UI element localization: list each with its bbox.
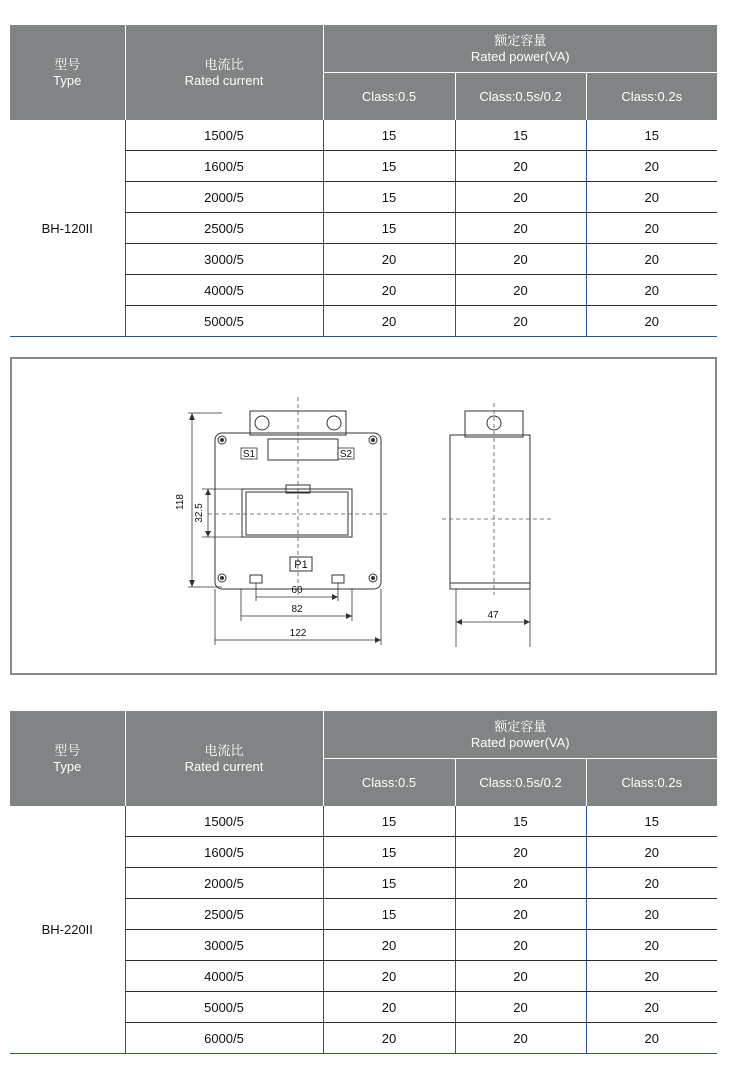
spec-table-bh-120ii bbox=[10, 25, 717, 337]
value-cell: 20 bbox=[586, 961, 717, 992]
header-ratio bbox=[125, 711, 323, 806]
header-power-en: Rated power(VA) bbox=[470, 734, 570, 750]
value-cell: 20 bbox=[323, 1023, 455, 1054]
dim-depth-label: 47 bbox=[487, 610, 499, 621]
header-power bbox=[323, 711, 717, 759]
value-cell: 20 bbox=[455, 213, 586, 244]
header-power-en: Rated power(VA) bbox=[470, 48, 570, 64]
ratio-cell: 2500/5 bbox=[125, 213, 323, 244]
ratio-cell: 2000/5 bbox=[125, 868, 323, 899]
dim-82-label: 82 bbox=[291, 604, 303, 615]
header-type-en: Type bbox=[53, 72, 82, 88]
value-cell: 20 bbox=[586, 837, 717, 868]
ratio-cell: 2500/5 bbox=[125, 899, 323, 930]
value-cell: 15 bbox=[323, 837, 455, 868]
ratio-cell: 5000/5 bbox=[125, 306, 323, 337]
header-ratio-cn: 电流比 bbox=[204, 742, 244, 758]
value-cell: 20 bbox=[586, 899, 717, 930]
value-cell: 20 bbox=[323, 275, 455, 306]
header-power-cn: 额定容量 bbox=[494, 718, 547, 734]
side-centerlines bbox=[442, 403, 552, 595]
value-cell: 15 bbox=[455, 120, 586, 151]
value-cell: 20 bbox=[455, 275, 586, 306]
dim-width-label: 122 bbox=[289, 628, 307, 639]
value-cell: 20 bbox=[586, 275, 717, 306]
header-type-cn: 型号 bbox=[54, 742, 81, 758]
ratio-cell: 3000/5 bbox=[125, 244, 323, 275]
model-cell: BH-120II bbox=[10, 120, 125, 337]
header-ratio-en: Rated current bbox=[184, 758, 264, 774]
value-cell: 20 bbox=[586, 151, 717, 182]
ratio-cell: 1500/5 bbox=[125, 806, 323, 837]
spec-table-bh-220ii bbox=[10, 711, 717, 1054]
value-cell: 20 bbox=[455, 244, 586, 275]
value-cell: 15 bbox=[323, 213, 455, 244]
value-cell: 20 bbox=[455, 868, 586, 899]
value-cell: 20 bbox=[455, 182, 586, 213]
value-cell: 15 bbox=[323, 806, 455, 837]
terminal-p1-label: P1 bbox=[294, 559, 308, 571]
header-class-b: Class:0.5s/0.2 bbox=[455, 759, 586, 807]
dimension-drawing-svg bbox=[12, 359, 715, 673]
value-cell: 15 bbox=[323, 899, 455, 930]
value-cell: 20 bbox=[323, 992, 455, 1023]
header-class-a: Class:0.5 bbox=[323, 73, 455, 121]
side-body bbox=[450, 435, 530, 589]
header-ratio-en: Rated current bbox=[184, 72, 264, 88]
value-cell: 20 bbox=[455, 930, 586, 961]
side-view bbox=[450, 411, 530, 589]
value-cell: 20 bbox=[586, 213, 717, 244]
ratio-cell: 6000/5 bbox=[125, 1023, 323, 1054]
value-cell: 15 bbox=[586, 120, 717, 151]
dim-height-label: 118 bbox=[175, 494, 186, 510]
header-type bbox=[10, 711, 125, 806]
header-class-c: Class:0.2s bbox=[586, 759, 717, 807]
header-class-b: Class:0.5s/0.2 bbox=[455, 73, 586, 121]
header-type-cn: 型号 bbox=[54, 56, 81, 72]
value-cell: 20 bbox=[586, 1023, 717, 1054]
header-ratio bbox=[125, 25, 323, 120]
dim-60-label: 60 bbox=[291, 585, 303, 596]
header-ratio-cn: 电流比 bbox=[204, 56, 244, 72]
value-cell: 15 bbox=[455, 806, 586, 837]
table-row bbox=[10, 806, 717, 837]
dimension-drawing bbox=[10, 357, 717, 675]
value-cell: 20 bbox=[455, 1023, 586, 1054]
model-cell: BH-220II bbox=[10, 806, 125, 1054]
ratio-cell: 2000/5 bbox=[125, 182, 323, 213]
header-type bbox=[10, 25, 125, 120]
value-cell: 20 bbox=[323, 930, 455, 961]
ratio-cell: 1500/5 bbox=[125, 120, 323, 151]
ratio-cell: 1600/5 bbox=[125, 837, 323, 868]
value-cell: 20 bbox=[455, 992, 586, 1023]
value-cell: 15 bbox=[323, 120, 455, 151]
value-cell: 20 bbox=[455, 961, 586, 992]
value-cell: 20 bbox=[455, 899, 586, 930]
value-cell: 15 bbox=[586, 806, 717, 837]
header-power bbox=[323, 25, 717, 73]
ratio-cell: 5000/5 bbox=[125, 992, 323, 1023]
header-type-en: Type bbox=[53, 758, 82, 774]
dim-window-height-label: 32.5 bbox=[194, 503, 205, 523]
value-cell: 15 bbox=[323, 182, 455, 213]
ratio-cell: 4000/5 bbox=[125, 275, 323, 306]
header-power-cn: 额定容量 bbox=[494, 32, 547, 48]
value-cell: 20 bbox=[586, 244, 717, 275]
value-cell: 20 bbox=[323, 306, 455, 337]
value-cell: 20 bbox=[586, 930, 717, 961]
terminal-s1-label: S1 bbox=[242, 449, 256, 460]
value-cell: 20 bbox=[586, 868, 717, 899]
header-class-c: Class:0.2s bbox=[586, 73, 717, 121]
value-cell: 20 bbox=[323, 961, 455, 992]
terminal-s2-label: S2 bbox=[339, 449, 353, 460]
value-cell: 15 bbox=[323, 868, 455, 899]
ratio-cell: 1600/5 bbox=[125, 151, 323, 182]
value-cell: 20 bbox=[455, 151, 586, 182]
value-cell: 20 bbox=[323, 244, 455, 275]
header-class-a: Class:0.5 bbox=[323, 759, 455, 807]
ratio-cell: 4000/5 bbox=[125, 961, 323, 992]
value-cell: 20 bbox=[455, 837, 586, 868]
value-cell: 20 bbox=[586, 182, 717, 213]
value-cell: 15 bbox=[323, 151, 455, 182]
value-cell: 20 bbox=[586, 306, 717, 337]
value-cell: 20 bbox=[586, 992, 717, 1023]
ratio-cell: 3000/5 bbox=[125, 930, 323, 961]
table-row bbox=[10, 120, 717, 151]
value-cell: 20 bbox=[455, 306, 586, 337]
busbar-window bbox=[242, 489, 352, 537]
